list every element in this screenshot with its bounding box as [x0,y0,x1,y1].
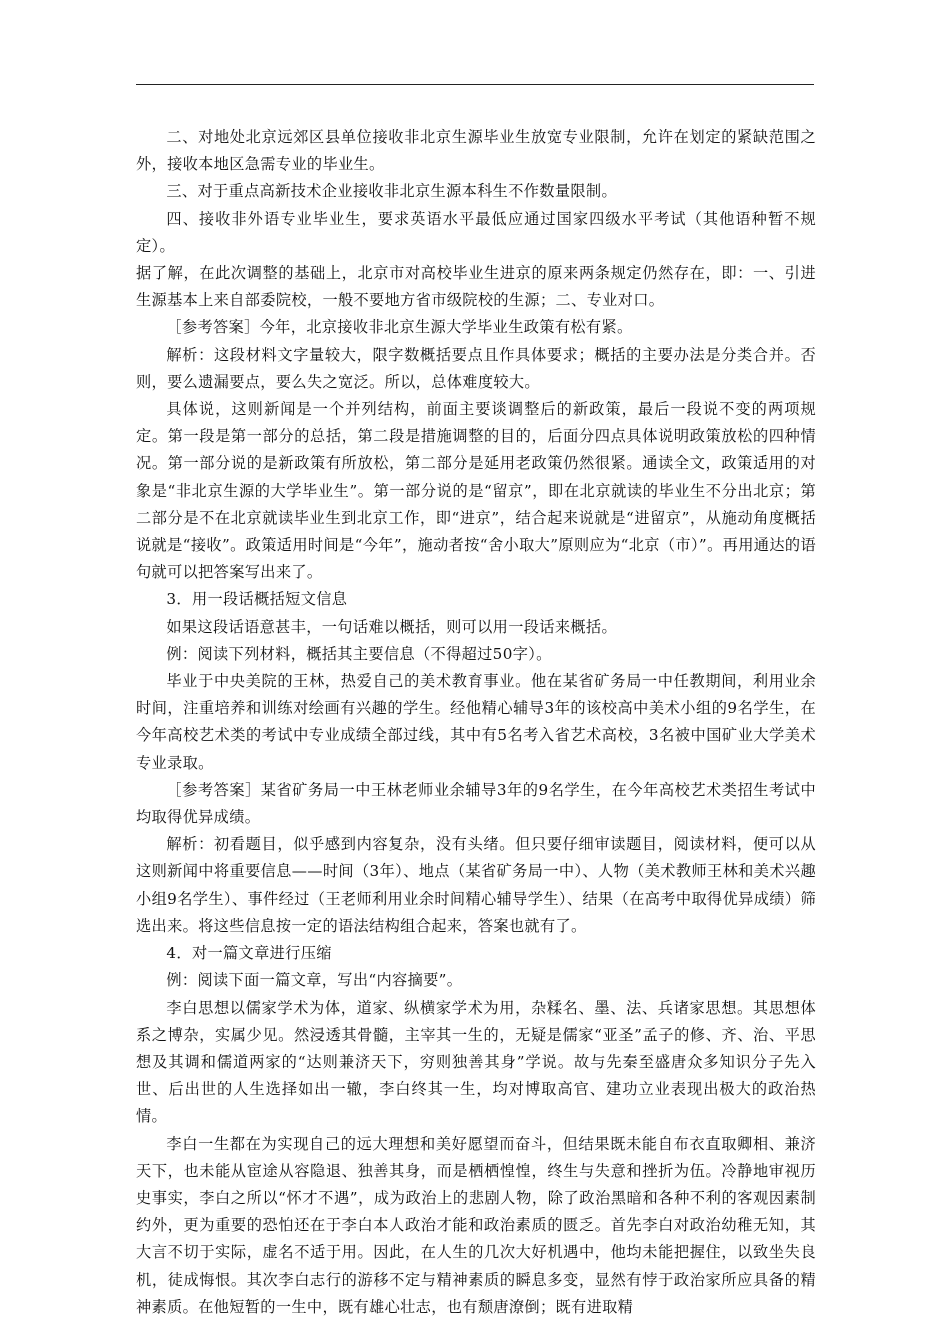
analysis-2: 解析：初看题目，似乎感到内容复杂，没有头绪。但只要仔细审读题目，阅读材料，便可以从这则新闻中将重要信息——时间（3年）、地点（某省矿务局一中）、人物（美术教师王林和美术兴趣小组9名学生）、事件经过（王老师利用业余时间精心辅导学生）、结果（在高考中取得优异成绩）筛选出来。将这些信息按一定的语法结构组合起来，答案也就有了。 [136,835,816,935]
section-heading-3: 3．用一段话概括短文信息 [166,590,348,609]
paragraph-background: 据了解，在此次调整的基础上，北京市对高校毕业生进京的原来两条规定仍然存在，即：一、引进生源基本上来自部委院校，一般不要地方省市级院校的生源；二、专业对口。 [136,264,816,310]
paragraph-policy-four: 四、接收非外语专业毕业生，要求英语水平最低应通过国家四级水平考试（其他语种暂不规定）。 [136,209,816,255]
article-paragraph-1: 李白思想以儒家学术为体，道家、纵横家学术为用，杂糅名、墨、法、兵诸家思想。其思想体系之博杂，实属少见。然浸透其骨髓，主宰其一生的，无疑是儒家“亚圣”孟子的修、齐、治、平思想及其调和儒道两家的“达则兼济天下，穷则独善其身”学说。故与先秦至盛唐众多知识分子先入世、后出世的人生选择如出一辙，李白终其一生，均对博取高官、建功立业表现出极大的政治热情。 [136,998,816,1126]
header-rule [136,84,814,85]
reference-answer-1: ［参考答案］今年，北京接收非北京生源大学毕业生政策有松有紧。 [166,318,633,337]
reference-answer-2: ［参考答案］某省矿务局一中王林老师业余辅导3年的9名学生，在今年高校艺术类招生考试中均取得优异成绩。 [136,780,816,827]
document-body [136,124,816,1321]
section-heading-4: 4．对一篇文章进行压缩 [166,944,332,963]
analysis-1-detail: 具体说，这则新闻是一个并列结构，前面主要谈调整后的新政策，最后一段说不变的两项规定。第一段是第一部分的总括，第二段是措施调整的目的，后面分四点具体说明政策放松的四种情况。第一部分说的是新政策有所放松，第二部分是延用老政策仍然很紧。通读全文，政策适用的对象是“非北京生源的大学毕业生”。第一部分说的是“留京”，即在北京就读的毕业生不分出北京；第二部分是不在北京就读毕业生到北京工作，即“进京”，结合起来说就是“进留京”，从施动角度概括说就是“接收”。政策适用时间是“今年”，施动者按“舍小取大”原则应为“北京（市）”。再用通达的语句就可以把答案写出来了。 [136,400,816,582]
paragraph-policy-three: 三、对于重点高新技术企业接收非北京生源本科生不作数量限制。 [166,182,617,201]
example-prompt-4: 例：阅读下面一篇文章，写出“内容摘要”。 [166,971,463,990]
section-3-intro: 如果这段话语意甚丰，一句话难以概括，则可以用一段话来概括。 [166,617,617,636]
paragraph-policy-two: 二、对地处北京远郊区县单位接收非北京生源毕业生放宽专业限制，允许在划定的紧缺范围之外，接收本地区急需专业的毕业生。 [136,128,816,174]
example-material-3: 毕业于中央美院的王林，热爱自己的美术教育事业。他在某省矿务局一中任教期间，利用业余时间，注重培养和训练对绘画有兴趣的学生。经他精心辅导3年的该校高中美术小组的9名学生，在今年高校艺术类的考试中专业成绩全部过线，其中有5名考入省艺术高校，3名被中国矿业大学美术专业录取。 [136,672,816,772]
analysis-1: 解析：这段材料文字量较大，限字数概括要点且作具体要求；概括的主要办法是分类合并。否则，要么遗漏要点，要么失之宽泛。所以，总体难度较大。 [136,345,816,391]
example-prompt-3: 例：阅读下列材料，概括其主要信息（不得超过50字）。 [166,644,552,663]
article-paragraph-2: 李白一生都在为实现自己的远大理想和美好愿望而奋斗，但结果既未能自布衣直取卿相、兼济天下，也未能从宦途从容隐退、独善其身，而是栖栖惶惶，终生与失意和挫折为伍。冷静地审视历史事实，李白之所以“怀才不遇”，成为政治上的悲剧人物，除了政治黑暗和各种不利的客观因素制约外，更为重要的恐怕还在于李白本人政治才能和政治素质的匮乏。首先李白对政治幼稚无知，其大言不切于实际，虚名不适于用。因此，在人生的几次大好机遇中，他均未能把握住，以致坐失良机，徒成悔恨。其次李白志行的游移不定与精神素质的瞬息多变，显然有悖于政治家所应具备的精神素质。在他短暂的一生中，既有雄心壮志，也有颓唐潦倒；既有进取精 [136,1134,816,1316]
